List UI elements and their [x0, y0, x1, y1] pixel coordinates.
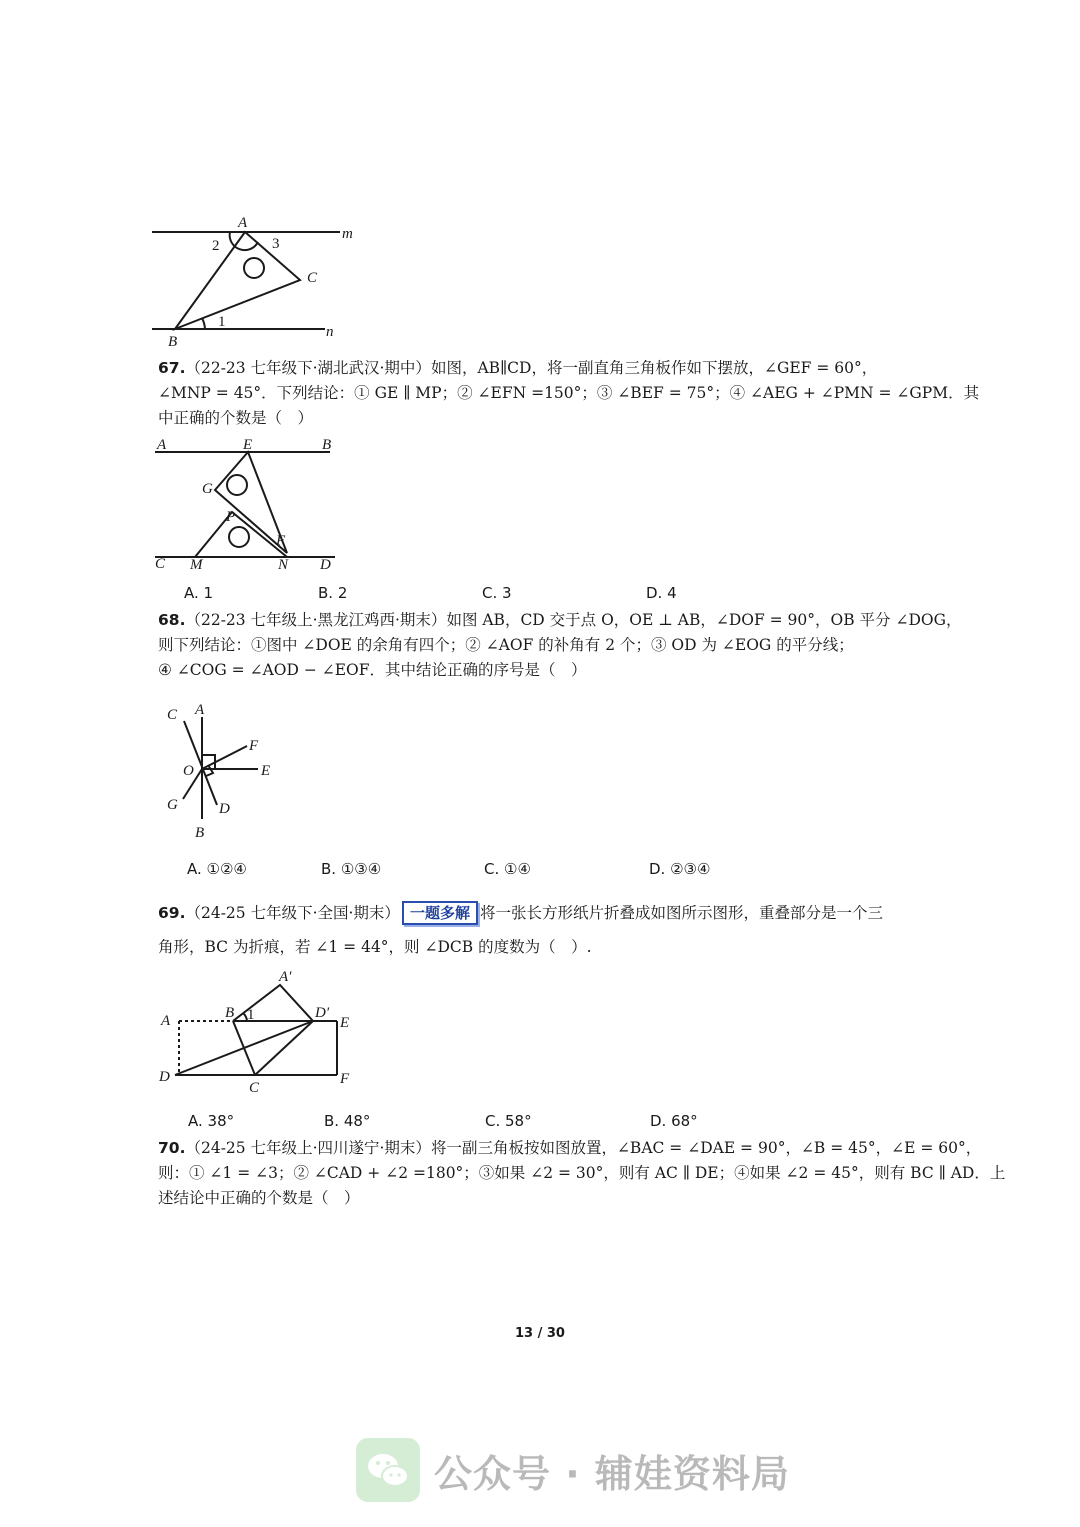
label-C: C: [249, 1080, 260, 1096]
question-68: [158, 608, 962, 683]
question-68-number: 68.: [158, 611, 186, 629]
option-C[interactable]: C. 58°: [485, 1112, 532, 1130]
lower-board-hole: [229, 527, 249, 547]
question-69-text-1: 将一张长方形纸片折叠成如图所示图形，重叠部分是一个三: [479, 904, 883, 922]
option-A[interactable]: A. ①②④: [187, 860, 247, 878]
question-68-text-1: 如图 AB，CD 交于点 O，OE ⊥ AB，∠DOF = 90°，OB 平分 ∠DOG，: [446, 611, 962, 629]
question-69-source: （24-25 七年级下·全国·期末）: [185, 904, 400, 922]
question-69: [158, 896, 938, 964]
label-angle-1: 1: [247, 1007, 255, 1023]
question-70-source: （24-25 七年级上·四川遂宁·期末）: [185, 1139, 431, 1157]
label-D: D: [320, 557, 331, 573]
label-B: B: [225, 1005, 235, 1021]
label-M: M: [190, 557, 203, 573]
line-DD1: [175, 1021, 313, 1075]
label-C: C: [167, 707, 178, 723]
question-67-source: （22-23 七年级下·湖北武汉·期中）: [185, 359, 431, 377]
label-E: E: [243, 437, 253, 453]
option-C[interactable]: C. ①④: [484, 860, 531, 878]
label-F: F: [276, 533, 286, 549]
figure-67: [150, 435, 350, 575]
question-70-text-3: 述结论中正确的个数是（ ）: [158, 1189, 360, 1207]
question-70: [158, 1136, 1006, 1211]
option-B[interactable]: B. 48°: [324, 1112, 371, 1130]
question-67-text-2: ∠MNP = 45°．下列结论：① GE ∥ MP；② ∠EFN =150°；③ ∠BEF = 75°；④ ∠AEG + ∠PMN = ∠GPM．其: [158, 384, 980, 402]
question-68-line-1: [158, 608, 962, 633]
label-A-prime: A′: [279, 969, 292, 985]
question-68-text-2: 则下列结论：①图中 ∠DOE 的余角有四个；② ∠AOF 的补角有 2 个；③ OD 为 ∠EOG 的平分线；: [158, 636, 854, 654]
multi-solution-tag: 一题多解: [402, 901, 478, 925]
label-P: P: [226, 509, 236, 525]
question-68-source: （22-23 七年级上·黑龙江鸡西·期末）: [185, 611, 447, 629]
option-D[interactable]: D. ②③④: [649, 860, 711, 878]
question-68-text-3: ④ ∠COG = ∠AOD − ∠EOF．其中结论正确的序号是（ ）: [158, 661, 587, 679]
label-m: m: [342, 226, 353, 242]
board-hole: [244, 258, 264, 278]
option-B[interactable]: B. ①③④: [321, 860, 382, 878]
angle-1-arc: [202, 318, 205, 329]
figure-69: [155, 965, 365, 1097]
question-67-text-1: 如图，AB∥CD，将一副直角三角板作如下摆放，∠GEF = 60°，: [430, 359, 878, 377]
triangle-board: [175, 232, 300, 329]
label-C: C: [307, 270, 318, 286]
page-number: 13 / 30: [515, 1326, 565, 1341]
label-angle-1: 1: [218, 314, 226, 330]
question-70-text-1: 将一副三角板按如图放置，∠BAC = ∠DAE = 90°，∠B = 45°，∠E = 60°，: [430, 1139, 982, 1157]
watermark-text: 公众号 · 辅娃资料局: [434, 1451, 790, 1496]
label-B: B: [195, 825, 205, 841]
option-A[interactable]: A. 1: [184, 584, 214, 602]
label-F: F: [340, 1071, 350, 1087]
question-69-number: 69.: [158, 904, 186, 922]
label-G: G: [167, 797, 178, 813]
question-67-line-1: [158, 356, 938, 381]
label-A: A: [157, 437, 167, 453]
label-B: B: [322, 437, 332, 453]
question-69-text-2: 角形，BC 为折痕，若 ∠1 = 44°，则 ∠DCB 的度数为（ ）.: [158, 938, 592, 956]
option-A[interactable]: A. 38°: [188, 1112, 235, 1130]
option-D[interactable]: D. 4: [646, 584, 677, 602]
label-G: G: [202, 481, 213, 497]
label-D-prime: D′: [315, 1005, 330, 1021]
label-angle-2: 2: [212, 238, 220, 254]
label-D: D: [219, 801, 230, 817]
label-n: n: [326, 324, 334, 340]
label-A: A: [195, 702, 205, 718]
figure-68: [155, 697, 295, 847]
option-D[interactable]: D. 68°: [650, 1112, 698, 1130]
label-C: C: [155, 556, 166, 572]
label-N: N: [278, 557, 289, 573]
label-E: E: [340, 1015, 350, 1031]
question-70-number: 70.: [158, 1139, 186, 1157]
upper-board-hole: [227, 475, 247, 495]
question-70-line-1: [158, 1136, 982, 1161]
question-70-text-2: 则：① ∠1 = ∠3；② ∠CAD + ∠2 =180°；③如果 ∠2 = 30°，则有 AC ∥ DE；④如果 ∠2 = 45°，则有 BC ∥ AD．上: [158, 1164, 1006, 1182]
figure-66: [150, 212, 370, 352]
option-B[interactable]: B. 2: [318, 584, 348, 602]
watermark: [356, 1435, 790, 1505]
label-E: E: [261, 763, 271, 779]
label-A: A: [161, 1013, 171, 1029]
label-B: B: [168, 334, 178, 350]
label-O: O: [183, 763, 194, 779]
label-angle-3: 3: [272, 236, 280, 252]
wechat-icon: [356, 1438, 420, 1502]
question-67-text-3: 中正确的个数是（ ）: [158, 409, 314, 427]
option-C[interactable]: C. 3: [482, 584, 512, 602]
label-D: D: [159, 1069, 170, 1085]
label-A: A: [238, 215, 248, 231]
question-67-number: 67.: [158, 359, 186, 377]
label-F: F: [249, 738, 259, 754]
question-69-line-1: [158, 896, 938, 930]
line-CD1: [255, 1021, 313, 1075]
question-67: [158, 356, 980, 431]
